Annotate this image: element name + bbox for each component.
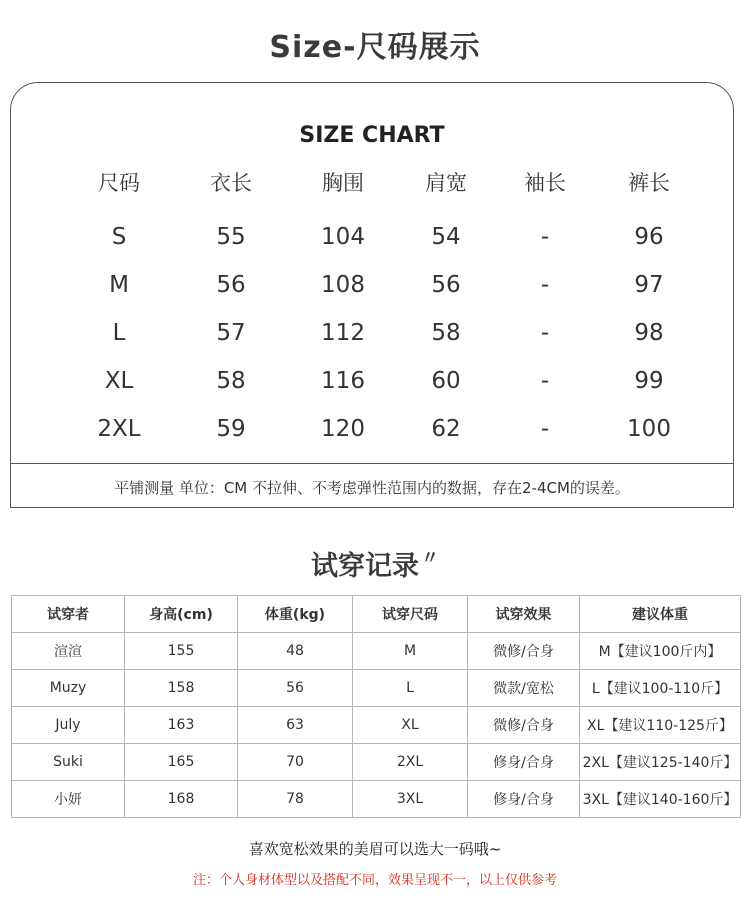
table-row — [12, 744, 741, 781]
table-cell: M — [353, 633, 468, 670]
size-cell: 59 — [216, 416, 246, 442]
table-cell: 2XL【建议125-140斤】 — [580, 744, 741, 781]
size-cell: 120 — [321, 416, 365, 442]
column-header: 试穿效果 — [468, 596, 580, 633]
divider — [11, 463, 733, 464]
table-cell: Muzy — [12, 670, 125, 707]
size-cell: 100 — [627, 416, 671, 442]
table-cell: 修身/合身 — [468, 781, 580, 818]
column-header: 体重(kg) — [238, 596, 353, 633]
sizing-tip: 喜欢宽松效果的美眉可以选大一码哦~ — [248, 840, 502, 858]
size-row-xl — [11, 361, 733, 409]
table-cell: 48 — [238, 633, 353, 670]
size-cell: XL — [104, 368, 134, 394]
size-row-l — [11, 313, 733, 361]
size-cell: M — [109, 272, 129, 298]
size-cell: - — [540, 272, 550, 298]
size-cell: 116 — [321, 368, 365, 394]
table-cell: 微修/合身 — [468, 633, 580, 670]
size-cell: - — [540, 368, 550, 394]
size-cell: - — [540, 320, 550, 346]
column-header: 试穿者 — [12, 596, 125, 633]
size-cell: 58 — [431, 320, 461, 346]
table-cell: 70 — [238, 744, 353, 781]
size-cell: - — [540, 416, 550, 442]
table-cell: 155 — [125, 633, 238, 670]
table-cell: 渲渲 — [12, 633, 125, 670]
column-header: 试穿尺码 — [353, 596, 468, 633]
table-cell: 2XL — [353, 744, 468, 781]
table-cell: 小妍 — [12, 781, 125, 818]
size-row-2xl — [11, 409, 733, 457]
column-header: 建议体重 — [580, 596, 741, 633]
table-cell: XL — [353, 707, 468, 744]
size-cell: 112 — [321, 320, 365, 346]
column-header: 裤长 — [628, 171, 670, 195]
sparkle-icon: 〃 — [421, 548, 439, 569]
page-title: Size-尺码展示 — [269, 30, 481, 65]
column-header: 衣长 — [210, 171, 252, 195]
size-cell: 62 — [431, 416, 461, 442]
table-cell: L — [353, 670, 468, 707]
size-cell: - — [540, 224, 550, 250]
size-cell: 55 — [216, 224, 246, 250]
table-cell: L【建议100-110斤】 — [580, 670, 741, 707]
table-cell: 165 — [125, 744, 238, 781]
table-cell: M【建议100斤内】 — [580, 633, 741, 670]
size-cell: 108 — [321, 272, 365, 298]
trial-header-row — [12, 596, 741, 633]
size-cell: 104 — [321, 224, 365, 250]
size-chart-title: SIZE CHART — [299, 123, 445, 148]
size-cell: L — [112, 320, 126, 346]
size-cell: 60 — [431, 368, 461, 394]
column-header: 尺码 — [98, 171, 140, 195]
size-cell: S — [111, 224, 127, 250]
table-cell: Suki — [12, 744, 125, 781]
size-cell: 57 — [216, 320, 246, 346]
table-row — [12, 633, 741, 670]
disclaimer: 注：个人身材体型以及搭配不同，效果呈现不一，以上仅供参考 — [192, 873, 557, 888]
size-chart-header-row — [11, 163, 733, 211]
trial-title-text: 试穿记录 — [311, 551, 419, 582]
size-cell: 56 — [216, 272, 246, 298]
size-cell: 98 — [634, 320, 664, 346]
size-row-m — [11, 265, 733, 313]
measurement-note: 平铺测量 单位：CM 不拉伸、不考虑弹性范围内的数据，存在2-4CM的误差。 — [114, 479, 630, 497]
table-cell: XL【建议110-125斤】 — [580, 707, 741, 744]
table-cell: 微款/宽松 — [468, 670, 580, 707]
size-cell: 96 — [634, 224, 664, 250]
column-header: 胸围 — [322, 171, 364, 195]
size-cell: 54 — [431, 224, 461, 250]
table-cell: July — [12, 707, 125, 744]
size-cell: 97 — [634, 272, 664, 298]
table-cell: 163 — [125, 707, 238, 744]
table-cell: 3XL【建议140-160斤】 — [580, 781, 741, 818]
table-row — [12, 707, 741, 744]
column-header: 身高(cm) — [125, 596, 238, 633]
trial-table — [11, 595, 741, 818]
table-cell: 168 — [125, 781, 238, 818]
table-cell: 78 — [238, 781, 353, 818]
size-chart-grid — [11, 163, 733, 457]
size-cell: 58 — [216, 368, 246, 394]
size-row-s — [11, 217, 733, 265]
size-cell: 56 — [431, 272, 461, 298]
size-cell: 99 — [634, 368, 664, 394]
trial-section-title — [0, 544, 750, 583]
table-cell: 56 — [238, 670, 353, 707]
column-header: 袖长 — [524, 171, 566, 195]
table-row — [12, 670, 741, 707]
size-cell: 2XL — [97, 416, 141, 442]
table-cell: 修身/合身 — [468, 744, 580, 781]
table-row — [12, 781, 741, 818]
table-cell: 63 — [238, 707, 353, 744]
column-header: 肩宽 — [425, 171, 467, 195]
size-chart-card — [10, 82, 734, 508]
table-cell: 158 — [125, 670, 238, 707]
table-cell: 3XL — [353, 781, 468, 818]
table-cell: 微修/合身 — [468, 707, 580, 744]
